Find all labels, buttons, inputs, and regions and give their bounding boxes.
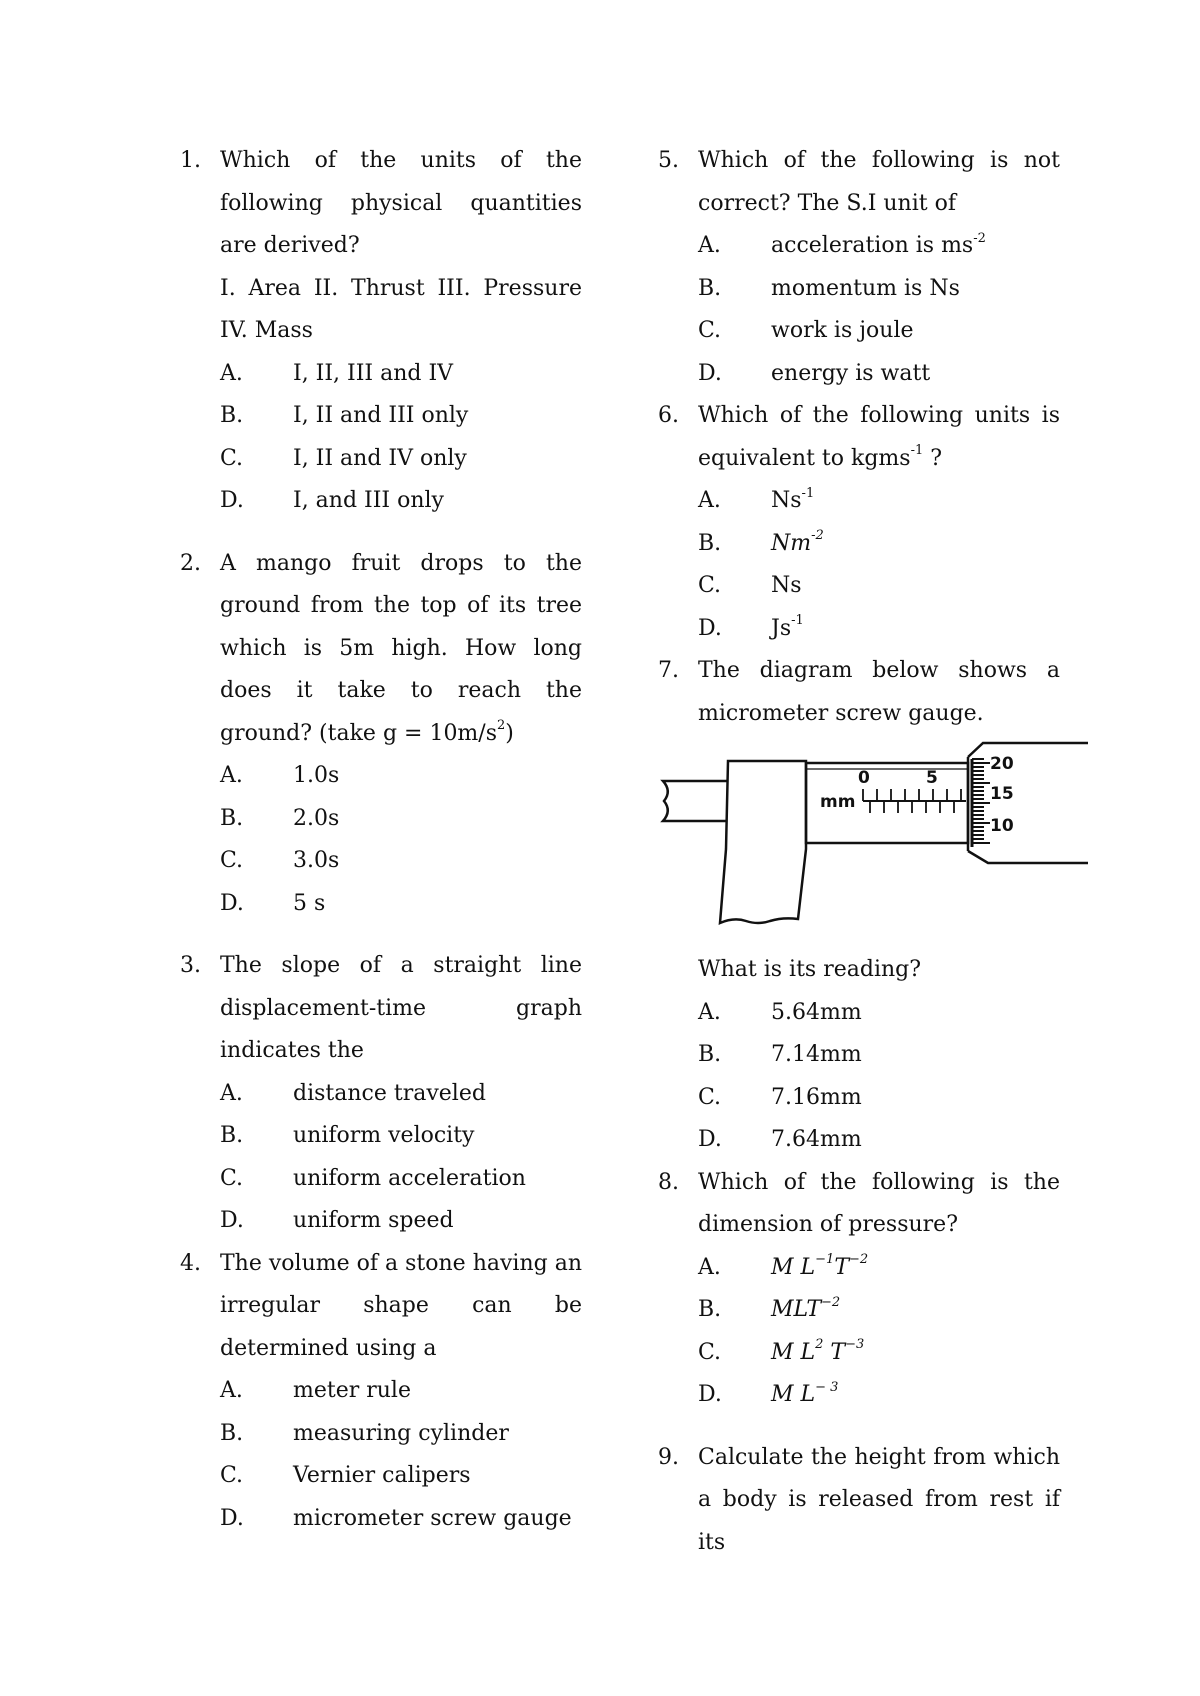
option-text: measuring cylinder (293, 1420, 509, 1446)
option-b[interactable] (220, 395, 582, 438)
superscript: -1 (801, 485, 815, 501)
superscript: -2 (973, 230, 986, 246)
option-text: $Nm^{-2}$ (771, 528, 824, 556)
option-text: uniform velocity (293, 1123, 475, 1148)
question-text: The diagram below shows a micrometer screw gauge. (698, 658, 1060, 726)
option-letter: C. (698, 318, 722, 343)
question-number: 8. (658, 1169, 679, 1195)
option-letter: D. (698, 615, 722, 641)
question-text: The slope of a straight line displacement-time graph indicates the (220, 953, 582, 1063)
option-b[interactable] (698, 1034, 1060, 1077)
option-text: work is joule (771, 318, 914, 343)
question-text: Which of the following is the dimension of pressure? (698, 1169, 1060, 1237)
option-letter: A. (698, 233, 721, 258)
option-letter: C. (698, 1339, 722, 1365)
thimble-label-20: 20 (990, 754, 1014, 774)
option-text: 7.14mm (771, 1042, 862, 1067)
option-text: uniform acceleration (293, 1165, 526, 1191)
option-letter: D. (220, 1505, 244, 1531)
option-d[interactable] (220, 1200, 582, 1243)
question-number: 2. (180, 550, 201, 576)
left-column (180, 140, 582, 1540)
question-2 (180, 543, 582, 926)
option-text: 1.0s (293, 763, 340, 788)
option-letter: B. (698, 530, 722, 556)
option-d[interactable] (220, 883, 582, 926)
option-text: uniform speed (293, 1208, 454, 1233)
option-c[interactable] (698, 1077, 1060, 1120)
option-letter: D. (220, 488, 244, 513)
question-4 (180, 1243, 582, 1541)
option-text: 5 s (293, 890, 326, 916)
option-letter: B. (220, 403, 244, 428)
option-text: acceleration is $ms^{-2}$ (771, 230, 986, 258)
question-number: 9. (658, 1444, 679, 1470)
option-c[interactable] (220, 1455, 582, 1498)
option-text: M $L^{-1}T^{-2}$ (771, 1252, 869, 1280)
option-letter: B. (698, 275, 722, 301)
option-text: M $L^2$ $T^{-3}$ (771, 1337, 865, 1365)
option-text: $MLT^{-2}$ (771, 1294, 841, 1322)
question-prompt: What is its reading? (698, 957, 922, 982)
option-letter: D. (220, 1208, 244, 1233)
option-text: 7.16mm (771, 1084, 862, 1110)
option-text: I, II and IV only (293, 445, 467, 471)
option-letter: B. (220, 1420, 244, 1446)
question-6 (658, 395, 1060, 650)
option-text: Vernier calipers (293, 1463, 471, 1488)
option-b[interactable] (220, 1115, 582, 1158)
option-c[interactable] (220, 438, 582, 481)
question-number: 1. (180, 148, 201, 173)
option-a[interactable] (220, 755, 582, 798)
option-d[interactable] (698, 353, 1060, 396)
option-letter: A. (220, 1080, 243, 1106)
option-text: I, II, III and IV (293, 360, 454, 386)
question-text (698, 395, 1060, 480)
option-d[interactable] (220, 480, 582, 523)
option-letter: C. (220, 1165, 244, 1191)
option-d[interactable] (698, 608, 1060, 651)
thimble-label-10: 10 (990, 816, 1014, 836)
option-letter: D. (220, 890, 244, 916)
option-b[interactable] (698, 1289, 1060, 1332)
option-letter: B. (220, 1123, 244, 1148)
option-a[interactable] (698, 480, 1060, 523)
question-text: Calculate the height from which a body is released from rest if its (698, 1444, 1060, 1555)
question-5 (658, 140, 1060, 395)
right-column (658, 140, 1060, 1564)
option-letter: C. (220, 848, 244, 873)
option-d[interactable] (698, 1374, 1060, 1417)
option-d[interactable] (220, 1498, 582, 1541)
option-letter: A. (220, 360, 243, 386)
option-c[interactable] (220, 840, 582, 883)
option-letter: C. (698, 1084, 722, 1110)
option-letter: A. (220, 1378, 243, 1403)
question-subtext: I. Area II. Thrust III. Pressure IV. Mass (220, 275, 582, 343)
option-a[interactable] (220, 353, 582, 396)
question-text-main: A mango fruit drops to the ground from the top of its tree which is 5m high. How long does it take to reach the ground? (take g = 10m/s (220, 550, 582, 746)
sleeve-label-5: 5 (926, 768, 938, 788)
question-8 (658, 1162, 1060, 1417)
option-text: distance traveled (293, 1080, 486, 1106)
question-text-main: Which of the following units is equivalent to kgms (698, 403, 1060, 471)
option-letter: B. (698, 1042, 722, 1067)
sleeve-label-0: 0 (858, 768, 870, 788)
option-text: Ns (771, 573, 802, 598)
question-number: 7. (658, 658, 679, 683)
micrometer-diagram (658, 739, 1118, 949)
option-text: 5.64mm (771, 999, 862, 1025)
option-letter: B. (220, 805, 244, 831)
superscript: -1 (910, 443, 924, 459)
question-text-end: ) (505, 720, 514, 746)
question-text: The volume of a stone having an irregular shape can be determined using a (220, 1250, 582, 1361)
question-7-prompt (658, 949, 1060, 1162)
option-b[interactable] (220, 1413, 582, 1456)
option-text: 7.64mm (771, 1127, 862, 1152)
question-text: Which of the units of the following physical quantities are derived? (220, 148, 582, 258)
option-letter: A. (698, 1254, 721, 1280)
option-text: I, and III only (293, 488, 444, 513)
option-a[interactable] (220, 1370, 582, 1413)
question-text-end: ? (923, 445, 943, 471)
option-text: I, II and III only (293, 403, 469, 428)
option-a[interactable] (698, 1247, 1060, 1290)
option-letter: A. (698, 488, 721, 513)
option-b[interactable] (698, 523, 1060, 566)
option-text: 3.0s (293, 848, 340, 873)
option-text: micrometer screw gauge (293, 1505, 572, 1531)
question-text: Which of the following is not correct? The S.I unit of (698, 148, 1060, 216)
superscript: -2 (811, 528, 824, 544)
thimble-label-15: 15 (990, 784, 1014, 804)
sleeve-unit-label: mm (820, 792, 856, 812)
superscript: 2 (497, 718, 506, 734)
option-letter: A. (220, 763, 243, 788)
option-text: energy is watt (771, 360, 931, 386)
option-a[interactable] (698, 992, 1060, 1035)
question-number: 5. (658, 148, 679, 173)
superscript: -1 (791, 613, 804, 629)
option-text: meter rule (293, 1378, 411, 1403)
option-text: momentum is Ns (771, 275, 960, 301)
question-text (220, 543, 582, 756)
option-text: M $L^{- 3}$ (771, 1379, 839, 1407)
option-a[interactable] (698, 225, 1060, 268)
question-3 (180, 945, 582, 1243)
option-d[interactable] (698, 1119, 1060, 1162)
question-number: 4. (180, 1250, 201, 1276)
option-c[interactable] (698, 565, 1060, 608)
option-c[interactable] (220, 1158, 582, 1201)
option-letter: D. (698, 360, 722, 386)
question-7 (658, 650, 1060, 735)
option-letter: D. (698, 1127, 722, 1152)
option-letter: B. (698, 1297, 722, 1322)
option-text: $Js^{-1}$ (771, 613, 804, 641)
option-b[interactable] (698, 268, 1060, 311)
option-letter: D. (698, 1382, 722, 1407)
option-c[interactable] (698, 1332, 1060, 1375)
question-number: 3. (180, 953, 201, 978)
question-number: 6. (658, 403, 679, 428)
option-letter: C. (220, 445, 244, 471)
option-b[interactable] (220, 798, 582, 841)
option-letter: A. (698, 999, 721, 1025)
option-text: $Ns^{-1}$ (771, 485, 815, 513)
question-9 (658, 1437, 1060, 1565)
option-a[interactable] (220, 1073, 582, 1116)
option-c[interactable] (698, 310, 1060, 353)
question-1 (180, 140, 582, 523)
option-letter: C. (220, 1463, 244, 1488)
option-text: 2.0s (293, 805, 340, 831)
option-letter: C. (698, 573, 722, 598)
